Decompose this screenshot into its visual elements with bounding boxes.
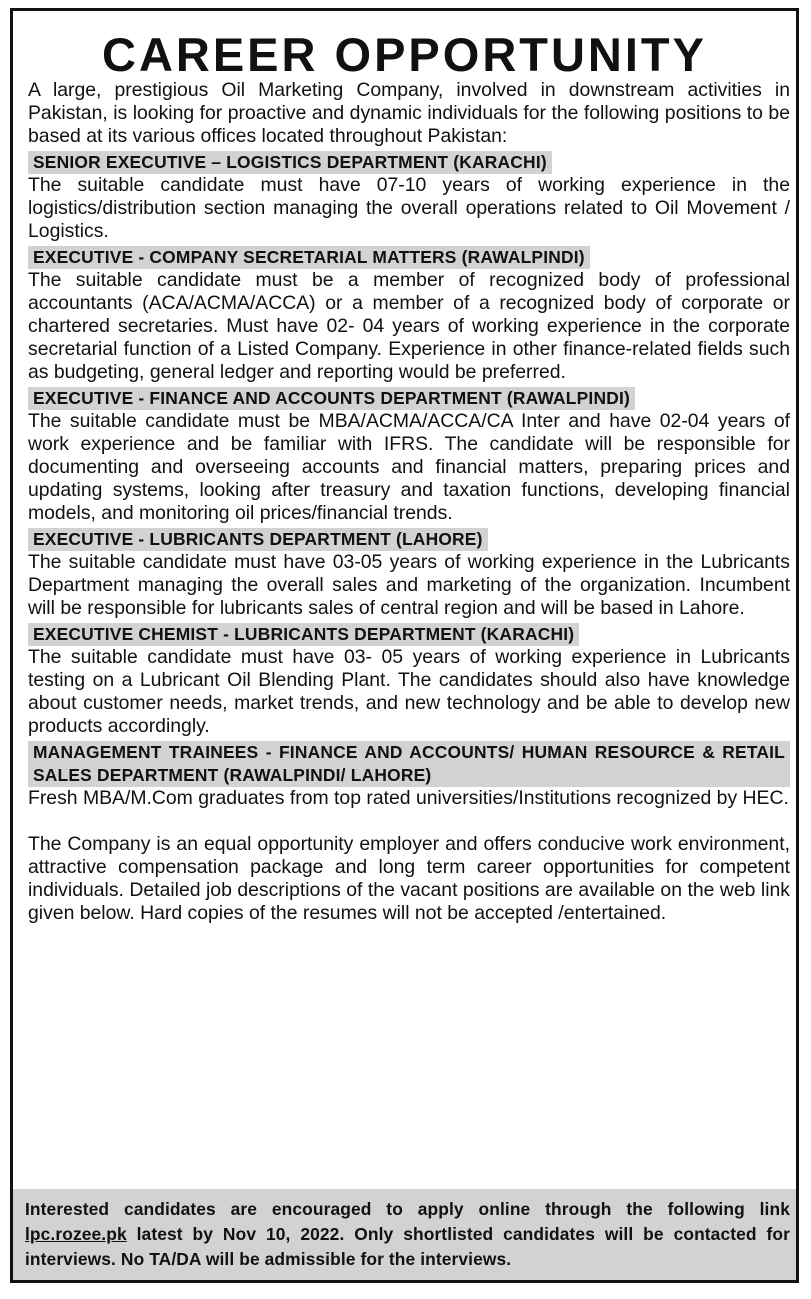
position-heading: EXECUTIVE CHEMIST - LUBRICANTS DEPARTMENT (KARACHI) xyxy=(28,623,579,646)
position-description: The suitable candidate must have 07-10 years of working experience in the logistics/distribution section managing the overall operations related to Oil Movement / Logistics. xyxy=(28,174,790,242)
apply-link[interactable]: lpc.rozee.pk xyxy=(25,1224,127,1244)
position-heading: EXECUTIVE - COMPANY SECRETARIAL MATTERS (RAWALPINDI) xyxy=(28,246,590,269)
position-heading: EXECUTIVE - FINANCE AND ACCOUNTS DEPARTMENT (RAWALPINDI) xyxy=(28,387,635,410)
closing-paragraph: The Company is an equal opportunity employer and offers conducive work environment, attractive compensation package and long term career opportunities for competent individuals. Detailed job descriptions of the vacant positions are available on the web link given below. Hard copies of the resumes will not be accepted /entertained. xyxy=(28,833,790,924)
position-description: The suitable candidate must be a member of recognized body of professional accountants (ACA/ACMA/ACCA) or a member of a recognized body of corporate or chartered secretaries. Must have 02- 04 years of working experience in the corporate secretarial function of a Listed Company. Experience in other finance-related fields such as budgeting, general ledger and reporting would be preferred. xyxy=(28,269,790,383)
footer-text xyxy=(25,1197,790,1272)
position-description: The suitable candidate must have 03- 05 years of working experience in Lubricants testing on a Lubricant Oil Blending Plant. The candidates should also have knowledge about customer needs, market trends, and new technology and be able to develop new products accordingly. xyxy=(28,646,790,737)
footer-text-after-link: latest by Nov 10, 2022. Only shortlisted candidates will be contacted for interviews. No TA/DA will be admissible for the interviews. xyxy=(25,1224,790,1269)
position-block xyxy=(28,525,790,620)
page-title: CAREER OPPORTUNITY xyxy=(102,28,707,81)
footer-text-before-link: Interested candidates are encouraged to apply online through the following link xyxy=(25,1199,790,1219)
position-block xyxy=(28,741,790,810)
position-description: Fresh MBA/M.Com graduates from top rated universities/Institutions recognized by HEC. xyxy=(28,787,789,809)
spacer xyxy=(28,810,790,833)
apply-footer xyxy=(13,1189,796,1280)
position-block xyxy=(28,148,790,243)
position-description: The suitable candidate must be MBA/ACMA/ACCA/CA Inter and have 02-04 years of work experience and be familiar with IFRS. The candidate will be responsible for documenting and overseeing accounts and financial matters, preparing prices and updating systems, looking after treasury and taxation functions, developing financial models, and monitoring oil prices/financial trends. xyxy=(28,410,790,524)
intro-paragraph: A large, prestigious Oil Marketing Company, involved in downstream activities in Pakistan, is looking for proactive and dynamic individuals for the following positions to be based at its various offices located throughout Pakistan: xyxy=(28,79,790,147)
position-heading: EXECUTIVE - LUBRICANTS DEPARTMENT (LAHORE) xyxy=(28,528,488,551)
position-heading: MANAGEMENT TRAINEES - FINANCE AND ACCOUNTS/ HUMAN RESOURCE & RETAIL SALES DEPARTMENT (RAWALPINDI/ LAHORE) xyxy=(28,741,790,787)
position-block xyxy=(28,620,790,738)
ad-body xyxy=(13,79,796,925)
advertisement-frame xyxy=(10,8,799,1283)
position-description: The suitable candidate must have 03-05 years of working experience in the Lubricants Department managing the overall sales and marketing of the organization. Incumbent will be responsible for lubricants sales of central region and will be based in Lahore. xyxy=(28,551,790,619)
position-block xyxy=(28,384,790,525)
position-block xyxy=(28,243,790,384)
position-heading: SENIOR EXECUTIVE – LOGISTICS DEPARTMENT (KARACHI) xyxy=(28,151,552,174)
